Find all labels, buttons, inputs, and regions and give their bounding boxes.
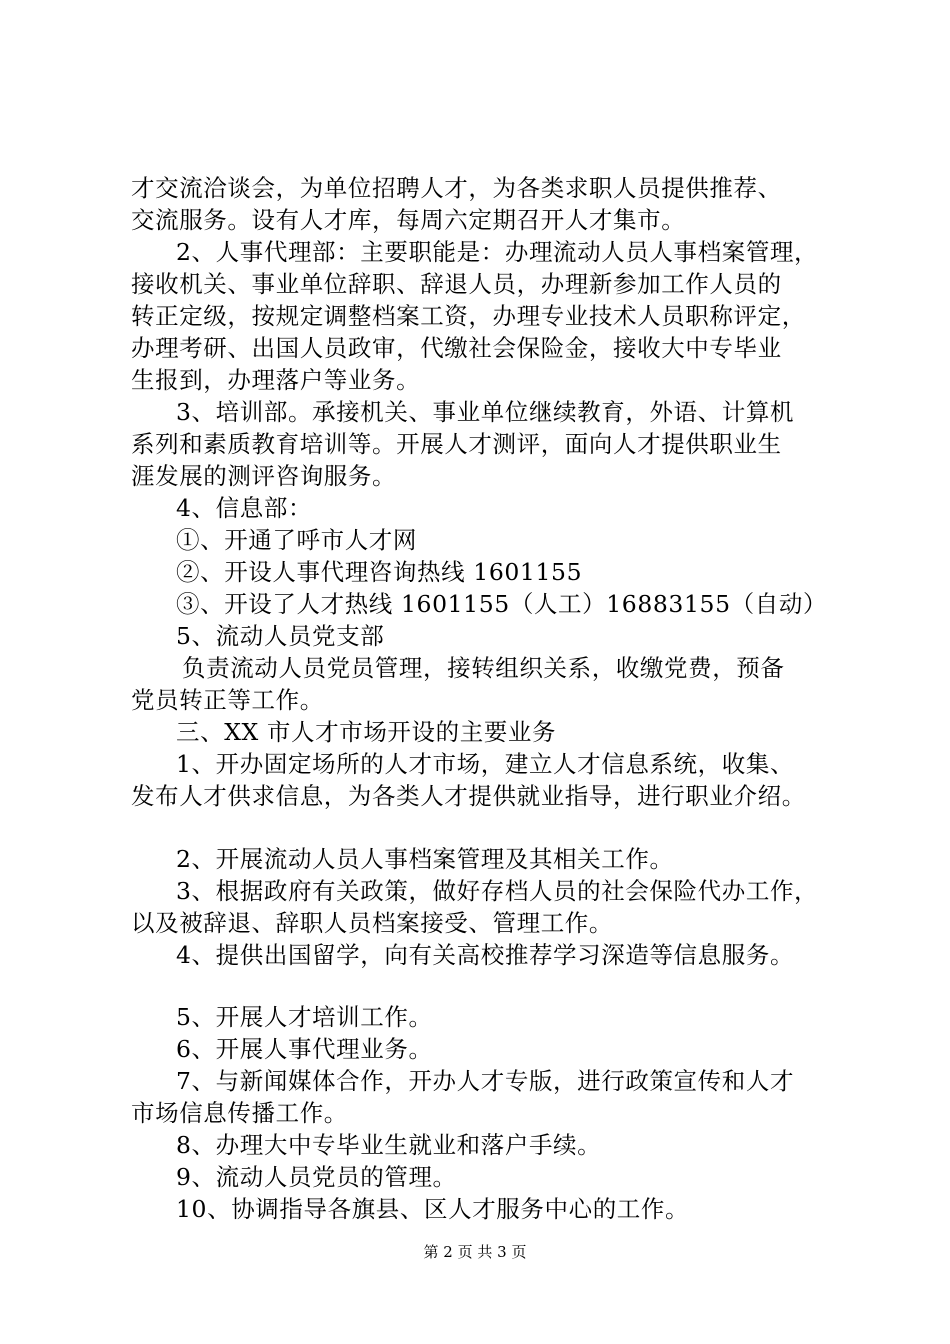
text-line-11: 4、信息部： — [176, 494, 313, 522]
text-line-8: 3、培训部。承接机关、事业单位继续教育，外语、计算机 — [176, 398, 795, 426]
text-line-26: 6、开展人事代理业务。 — [176, 1035, 433, 1063]
text-line-20: 发布人才供求信息，为各类人才提供就业指导，进行职业介绍。 — [131, 782, 806, 810]
text-line-2: 交流服务。设有人才库，每周六定期召开人才集市。 — [131, 206, 686, 234]
text-line-27: 7、与新闻媒体合作，开办人才专版，进行政策宣传和人才 — [176, 1067, 795, 1095]
text-line-10: 涯发展的测评咨询服务。 — [131, 462, 397, 490]
text-line-22: 3、根据政府有关政策，做好存档人员的社会保险代办工作， — [176, 877, 819, 905]
text-line-16: 负责流动人员党员管理，接转组织关系，收缴党费，预备 — [182, 654, 785, 682]
text-line-15: 5、流动人员党支部 — [176, 622, 385, 650]
text-line-12: ①、开通了呼市人才网 — [176, 526, 417, 554]
text-line-7: 生报到，办理落户等业务。 — [131, 366, 421, 394]
text-line-19: 1、开办固定场所的人才市场，建立人才信息系统，收集、 — [176, 750, 795, 778]
text-line-24: 4、提供出国留学，向有关高校推荐学习深造等信息服务。 — [176, 941, 795, 969]
text-line-6: 办理考研、出国人员政审，代缴社会保险金，接收大中专毕业 — [131, 334, 782, 362]
text-line-31: 10、协调指导各旗县、区人才服务中心的工作。 — [176, 1195, 690, 1223]
text-line-25: 5、开展人才培训工作。 — [176, 1003, 433, 1031]
text-line-9: 系列和素质教育培训等。开展人才测评，面向人才提供职业生 — [131, 430, 782, 458]
text-line-18: 三、XX 市人才市场开设的主要业务 — [176, 718, 557, 746]
text-line-30: 9、流动人员党员的管理。 — [176, 1163, 457, 1191]
text-line-14: ③、开设了人才热线 1601155（人工）16883155（自动） — [176, 590, 828, 618]
text-line-13: ②、开设人事代理咨询热线 1601155 — [176, 558, 583, 586]
text-line-29: 8、办理大中专毕业生就业和落户手续。 — [176, 1131, 602, 1159]
text-line-5: 转正定级，按规定调整档案工资，办理专业技术人员职称评定， — [131, 302, 806, 330]
text-line-28: 市场信息传播工作。 — [131, 1099, 348, 1127]
page-footer: 第 2 页 共 3 页 — [423, 1243, 527, 1261]
text-line-1: 才交流洽谈会，为单位招聘人才，为各类求职人员提供推荐、 — [131, 174, 782, 202]
text-line-21: 2、开展流动人员人事档案管理及其相关工作。 — [176, 845, 674, 873]
text-line-23: 以及被辞退、辞职人员档案接受、管理工作。 — [131, 909, 613, 937]
text-line-3: 2、人事代理部：主要职能是：办理流动人员人事档案管理， — [176, 238, 819, 266]
text-line-4: 接收机关、事业单位辞职、辞退人员，办理新参加工作人员的 — [131, 270, 782, 298]
text-line-17: 党员转正等工作。 — [131, 686, 324, 714]
